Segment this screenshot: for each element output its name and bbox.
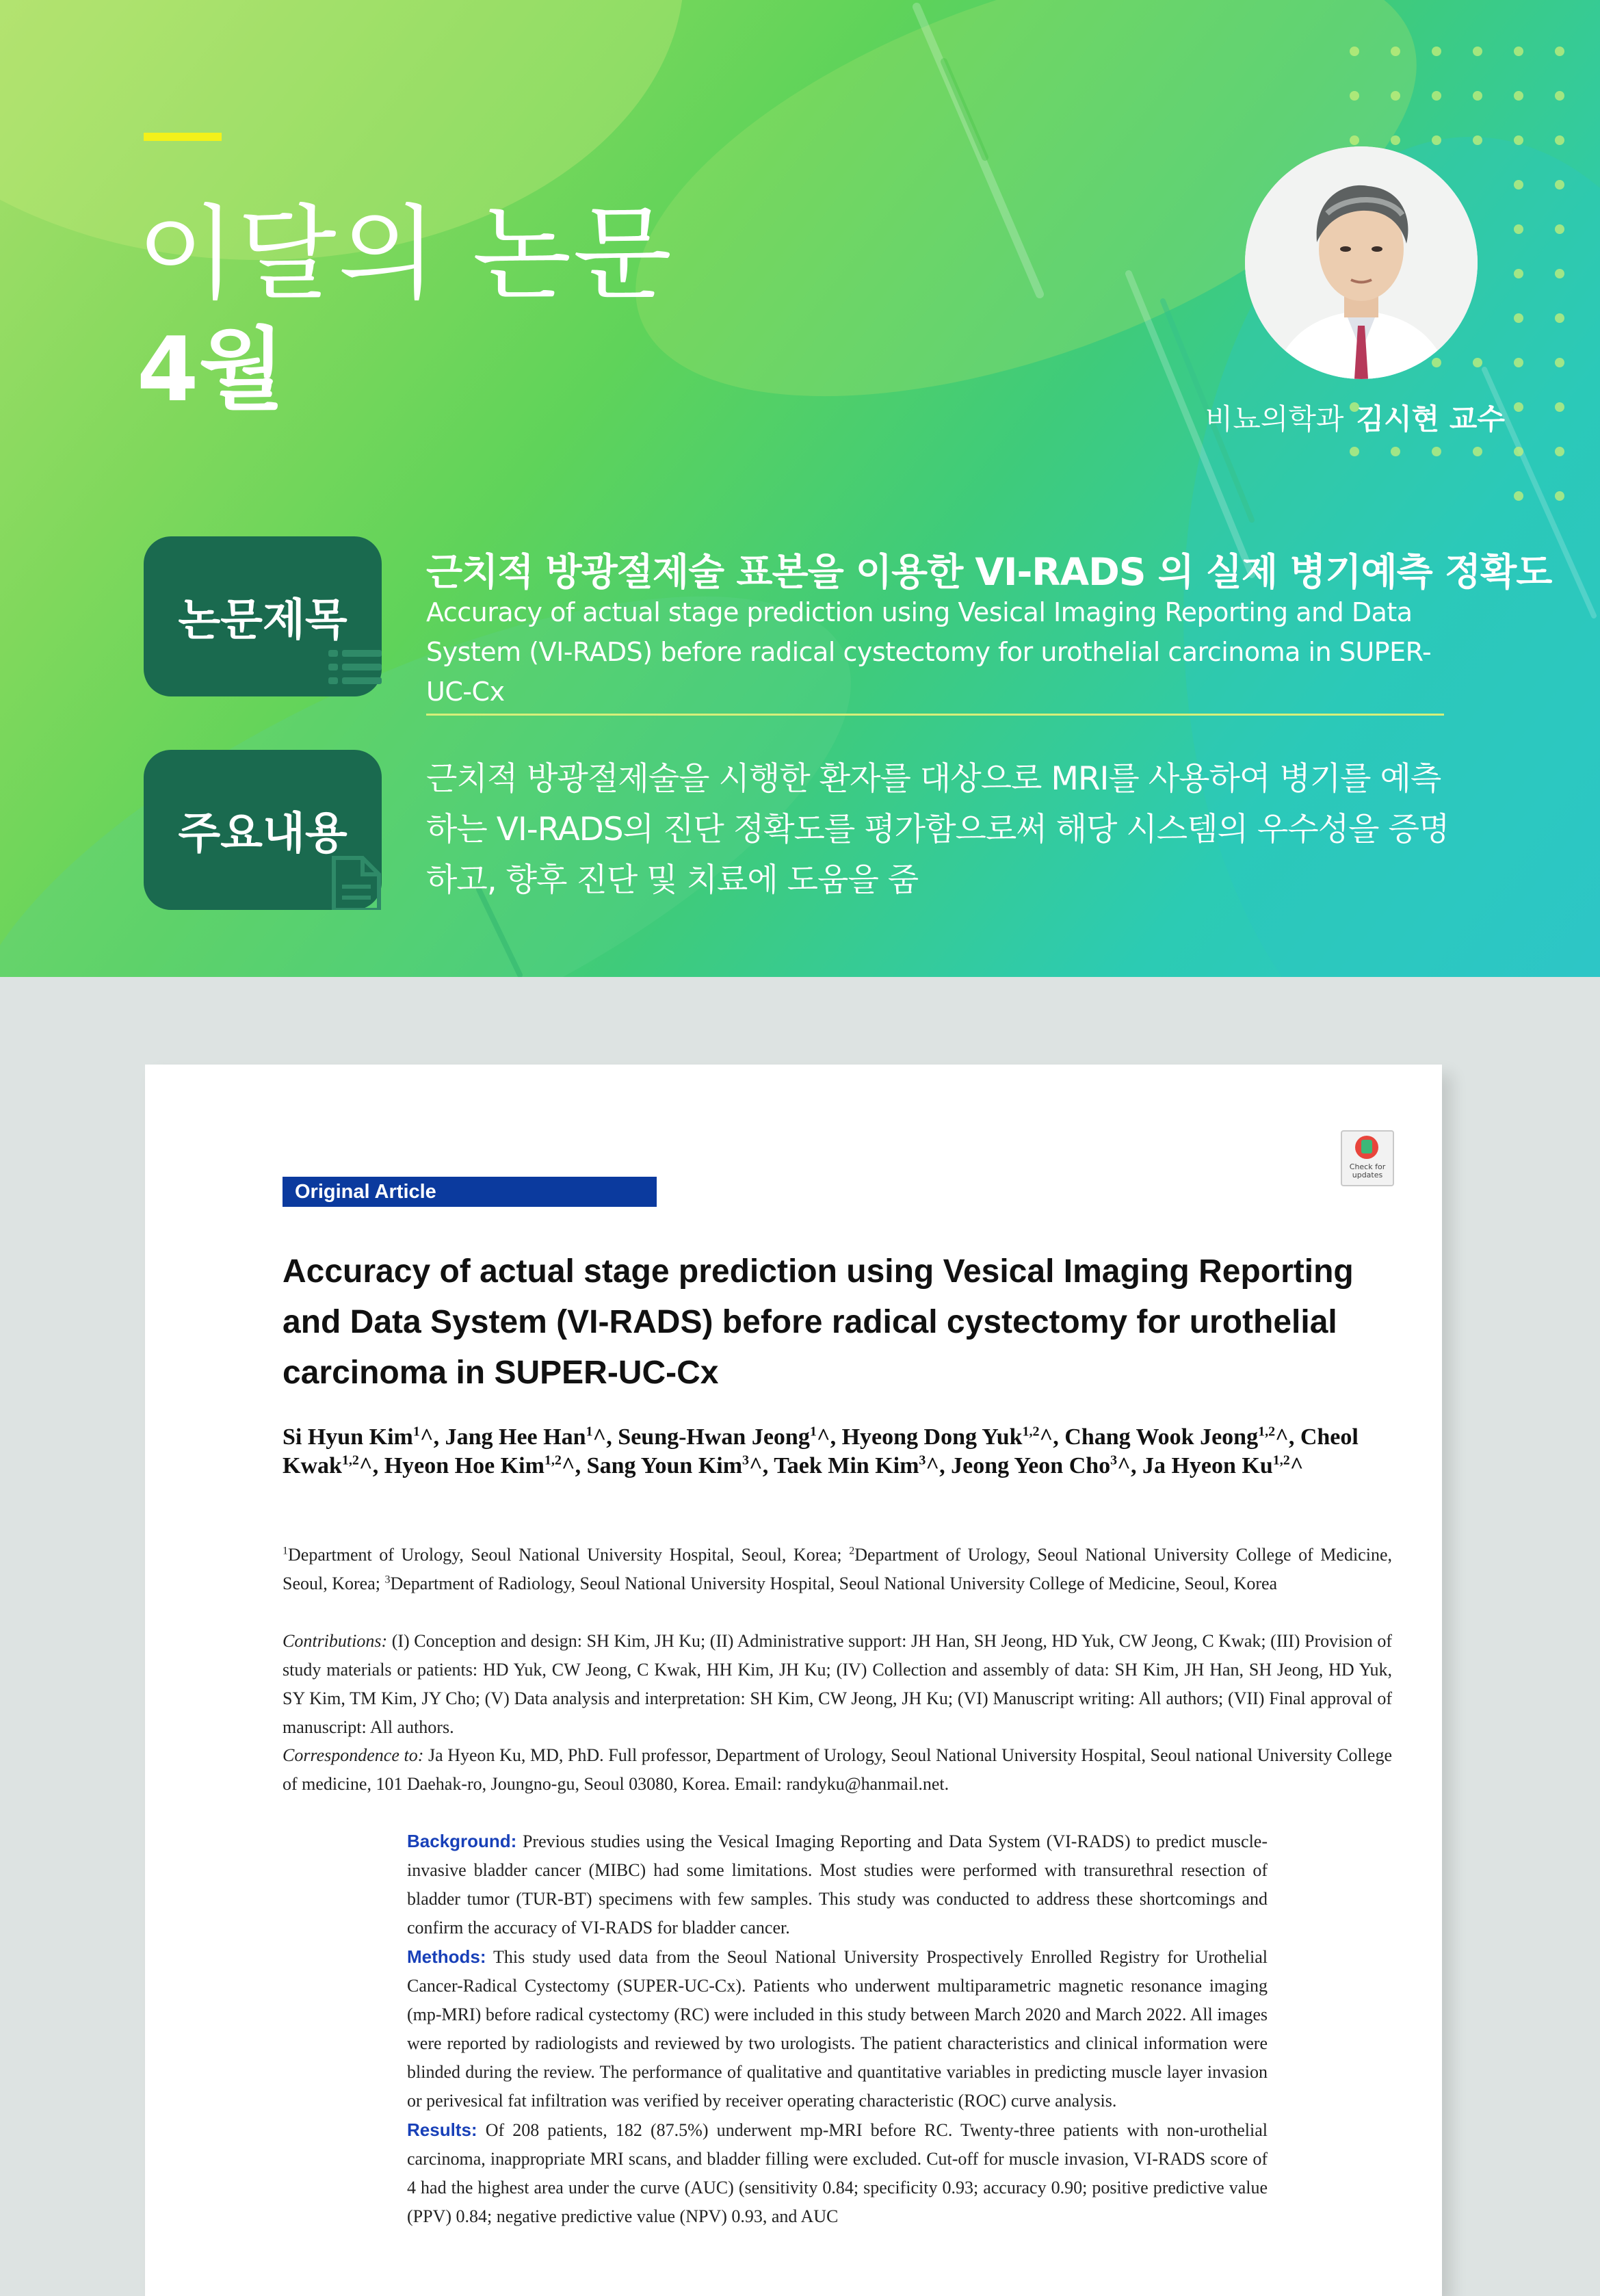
author [384,1453,587,1478]
author-equal-contribution-mark: ^ [816,1424,830,1450]
author [587,1453,774,1478]
methods-text: This study used data from the Seoul National University Prospectively Enrolled Registry for Urothelial Cancer-Radical Cystectomy (SUPER-UC-Cx). Patients who underwent multiparametric magnetic resonance imaging (mp-MRI) before radical cystectomy (RC) were included in this study between March 2020 and March 2022. All images were reported by radiologists and reviewed by two urologists. The patient characteristics and clinical information were blinded during the review. The performance of qualitative and quantitative variables in predicting muscle layer invasion or perivesical fat infiltration was verified by receiver operating characteristic (ROC) curve analysis. [407,1947,1268,2111]
author-equal-contribution-mark: ^ [419,1424,434,1450]
abstract-background [407,1827,1268,1942]
issue-month: 4월 [137,317,285,421]
author-name: Si Hyun Kim [283,1424,413,1450]
article-type-tag: Original Article [283,1177,657,1207]
author [445,1424,618,1450]
summary-label-box [144,750,382,910]
author-equal-contribution-mark: ^ [1117,1453,1131,1478]
affiliation-mark: 3 [384,1574,391,1586]
author-affiliation-mark: 1 [586,1424,593,1439]
contributions-label: Contributions: [283,1631,388,1651]
contributions-text: (I) Conception and design: SH Kim, JH Ku; (II) Administrative support: JH Han, SH Jeong, HD Yuk, CW Jeong, C Kwak; (III) Provision of study materials or patients: HD Yuk, CW Jeong, C Kwak, HH Kim, JH Ku; (IV) Collection and assembly of data: SH Kim, JH Han, SH Jeong, HD Yuk, SY Kim, TM Kim, JY Cho; (V) Data analysis and interpretation: SH Kim, CW Jeong, JH Ku; (VI) Manuscript writing: All authors; (VII) Final approval of manuscript: All authors. [283,1631,1392,1737]
author-equal-contribution-mark: ^ [749,1453,763,1478]
author-separator: , [939,1453,952,1478]
affiliation-mark: 2 [849,1545,855,1557]
paper-title-label: 논문제목 [178,595,347,646]
author-affiliation-mark: 3 [1110,1452,1118,1468]
article-title: Accuracy of actual stage prediction using Vesical Imaging Reporting and Data System (VI-RADS) before radical cystectomy for urothelial carcinoma in SUPER-UC-Cx [283,1253,1354,1391]
author-equal-contribution-mark: ^ [1289,1453,1304,1478]
affiliations [283,1541,1392,1598]
methods-heading: Methods: [407,1946,486,1967]
author-separator: , [433,1424,445,1450]
professor-caption [1163,397,1505,438]
author [1064,1424,1300,1450]
portrait-illustration [1245,146,1478,379]
author [1142,1453,1304,1478]
author-name: Hyeon Hoe Kim [384,1453,545,1478]
professor-photo [1245,146,1478,379]
affiliation-3: Department of Radiology, Seoul National University Hospital, Seoul National University College of Medicine, Seoul, Korea [390,1574,1278,1593]
author-name: Sang Youn Kim [586,1453,743,1478]
author-affiliation-mark: 3 [742,1452,750,1468]
author-name: Chang Wook Jeong [1064,1424,1259,1450]
abstract-results [407,2115,1268,2231]
author-separator: , [762,1453,774,1478]
author-separator: , [372,1453,384,1478]
author-affiliation-mark: 3 [919,1452,926,1468]
paper-title-english: Accuracy of actual stage prediction using Vesical Imaging Reporting and Data System (VI-RADS) before radical cystectomy for urothelial carcinoma in SUPER-UC-Cx [426,597,1432,707]
header-banner [0,0,1600,977]
author-affiliation-mark: 1 [809,1424,817,1439]
author [774,1453,951,1478]
accent-bar [144,133,222,141]
author-name: Jeong Yeon Cho [951,1453,1111,1478]
author-name: Jang Hee Han [445,1424,586,1450]
professor-department: 비뇨의학과 [1205,402,1344,436]
author-equal-contribution-mark: ^ [592,1424,607,1450]
author-affiliation-mark: 1,2 [544,1452,562,1468]
affiliation-2: Department of Urology, Seoul National University College of Medicine, Seoul, Korea; [283,1545,1392,1593]
abstract-methods [407,1942,1268,2115]
author [842,1424,1065,1450]
author-affiliation-mark: 1,2 [341,1452,359,1468]
correspondence [283,1741,1392,1799]
author-name: Hyeong Dong Yuk [841,1424,1023,1450]
document-icon [313,848,382,910]
contributions [283,1627,1392,1742]
paper-title-korean: 근치적 방광절제술 표본을 이용한 VI-RADS 의 실제 병기예측 정확도 [426,550,1552,594]
results-text: Of 208 patients, 182 (87.5%) underwent mp-MRI before RC. Twenty-three patients with non-urothelial carcinoma, inappropriate MRI scans, and bladder filling were excluded. Cut-off for muscle invasion, VI-RADS score of 4 had the highest area under the curve (AUC) (sensitivity 0.84; specificity 0.93; accuracy 0.90; positive predictive value (PPV) 0.84; negative predictive value (NPV) 0.93, and AUC [407,2120,1268,2226]
author-affiliation-mark: 1 [412,1424,420,1439]
author-equal-contribution-mark: ^ [1039,1424,1053,1450]
correspondence-text: Ja Hyeon Ku, MD, PhD. Full professor, Department of Urology, Seoul National University Hospital, Seoul national University College of medicine, 101 Daehak-ro, Joungno-gu, Seoul 03080, Korea. Email: randyku@hanmail.net. [283,1745,1392,1794]
badge-text: Check for updates [1349,1162,1386,1179]
affiliation-1: Department of Urology, Seoul National University Hospital, Seoul, Korea; [288,1545,850,1565]
author-separator: , [575,1453,587,1478]
professor-name: 김시현 교수 [1356,402,1505,436]
author-name: Seung-Hwan Jeong [618,1424,810,1450]
author-list [283,1423,1404,1480]
section-title: 이달의 논문 [137,195,674,314]
author-separator: , [1053,1424,1065,1450]
author-equal-contribution-mark: ^ [1275,1424,1289,1450]
author-name: Taek Min Kim [774,1453,919,1478]
paper-title-label-box [144,536,382,696]
abstract [407,1827,1268,2231]
list-icon [313,642,382,696]
author [618,1424,841,1450]
section-divider [426,714,1444,716]
author-separator: , [606,1424,618,1450]
summary-label: 주요내용 [178,809,347,859]
author [283,1424,445,1450]
author-affiliation-mark: 1,2 [1272,1452,1290,1468]
author [951,1453,1142,1478]
summary-text: 근치적 방광절제술을 시행한 환자를 대상으로 MRI를 사용하여 병기를 예측하는 VI-RADS의 진단 정확도를 평가함으로써 해당 시스템의 우수성을 증명하고, 향후 진단 및 치료에 도움을 줌 [426,760,1450,899]
updates-icon [1355,1136,1378,1159]
author-equal-contribution-mark: ^ [358,1453,373,1478]
author-name: Ja Hyeon Ku [1142,1453,1273,1478]
author-separator: , [830,1424,842,1450]
author-separator: , [1130,1453,1142,1478]
background-text: Previous studies using the Vesical Imaging Reporting and Data System (VI-RADS) to predict muscle-invasive bladder cancer (MIBC) had some limitations. Most studies were performed with transurethral resection of bladder tumor (TUR-BT) specimens with few samples. This study was conducted to address these shortcomings and confirm the accuracy of VI-RADS for bladder cancer. [407,1831,1268,1938]
author-separator: , [1288,1424,1300,1450]
results-heading: Results: [407,2119,477,2140]
author-name: Cheol Kwak [283,1424,1359,1478]
author-affiliation-mark: 1,2 [1022,1424,1040,1439]
check-for-updates-badge[interactable] [1341,1130,1394,1186]
background-heading: Background: [407,1831,517,1851]
affiliation-mark: 1 [283,1545,288,1557]
author-equal-contribution-mark: ^ [561,1453,575,1478]
author-equal-contribution-mark: ^ [926,1453,940,1478]
author-affiliation-mark: 1,2 [1258,1424,1276,1439]
correspondence-label: Correspondence to: [283,1745,424,1765]
